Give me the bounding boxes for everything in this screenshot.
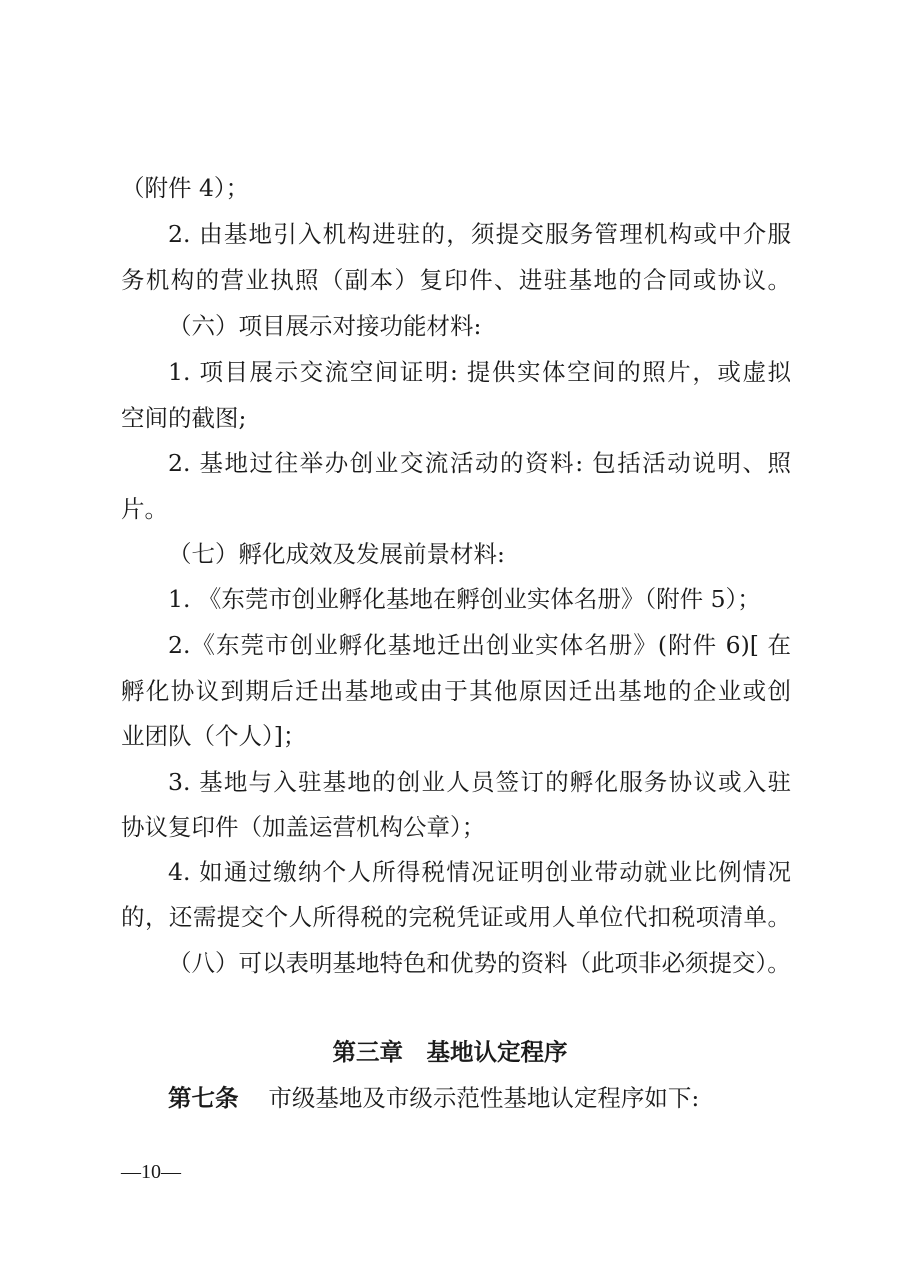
body-line-7-item-3-end: 协议复印件（加盖运营机构公章）；: [121, 813, 486, 841]
body-line-6-item-1-end: 空间的截图;: [121, 404, 247, 432]
body-line-7-item-4-end: 的，还需提交个人所得税的完税凭证或用人单位代扣税项清单。: [121, 903, 791, 931]
body-line-7-item-2-middle: 孵化协议到期后迁出基地或由于其他原因迁出基地的企业或创: [121, 677, 791, 705]
body-line-6-item-2-end: 片。: [121, 495, 168, 523]
page-number: —10—: [121, 1161, 181, 1183]
body-line-7-item-3-start: 3. 基地与入驻基地的创业人员签订的孵化服务协议或入驻: [168, 768, 791, 796]
body-line-item-2-end: 务机构的营业执照（副本）复印件、进驻基地的合同或协议。: [121, 266, 791, 294]
article-label: 第七条: [168, 1084, 239, 1112]
body-line-6-item-1-start: 1. 项目展示交流空间证明: 提供实体空间的照片，或虚拟: [168, 358, 791, 386]
article-7: [168, 1082, 699, 1114]
body-line-6-item-2-start: 2. 基地过往举办创业交流活动的资料: 包括活动说明、照: [168, 449, 791, 477]
chapter-heading: 第三章 基地认定程序: [332, 1038, 568, 1066]
article-text: 市级基地及市级示范性基地认定程序如下:: [268, 1084, 700, 1112]
body-line-item-2-start: 2. 由基地引入机构进驻的，须提交服务管理机构或中介服: [168, 220, 791, 248]
section-heading-7: （七）孵化成效及发展前景材料:: [168, 540, 505, 568]
section-heading-6: （六）项目展示对接功能材料:: [168, 312, 482, 340]
body-line-7-item-2-end: 业团队（个人）]；: [121, 722, 307, 750]
section-heading-8: （八）可以表明基地特色和优势的资料（此项非必须提交）。: [168, 949, 791, 977]
body-line-7-item-1: 1. 《东莞市创业孵化基地在孵创业实体名册》（附件 5）；: [168, 585, 761, 613]
body-line-7-item-2-start: 2.《东莞市创业孵化基地迁出创业实体名册》(附件 6)[ 在: [168, 631, 791, 659]
body-line-attachment-4: （附件 4）；: [121, 174, 250, 202]
body-line-7-item-4-start: 4. 如通过缴纳个人所得税情况证明创业带动就业比例情况: [168, 858, 791, 886]
